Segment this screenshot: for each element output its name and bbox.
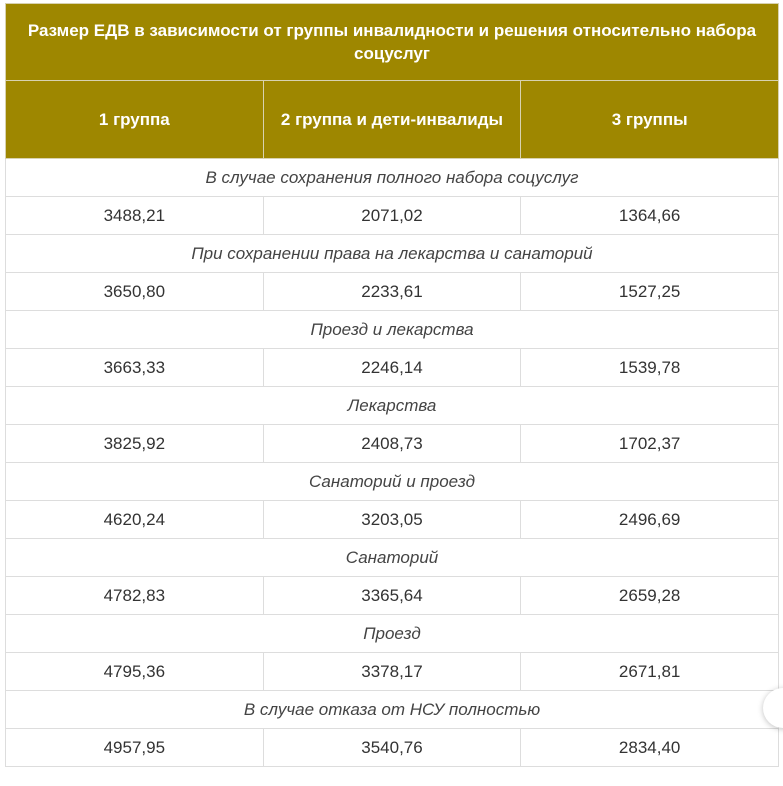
column-header-group-3: 3 группы: [521, 81, 779, 159]
section-row: [6, 539, 779, 577]
value-group-3: 2496,69: [521, 501, 779, 539]
table-row: [6, 197, 779, 235]
value-group-3: 1364,66: [521, 197, 779, 235]
value-group-3: 2659,28: [521, 577, 779, 615]
section-row: [6, 691, 779, 729]
value-group-2: 2233,61: [263, 273, 521, 311]
value-group-2: 2071,02: [263, 197, 521, 235]
table-row: [6, 577, 779, 615]
section-label: Санаторий и проезд: [6, 463, 779, 501]
value-group-2: 2408,73: [263, 425, 521, 463]
value-group-1: 3663,33: [6, 349, 264, 387]
value-group-1: 4782,83: [6, 577, 264, 615]
value-group-1: 3650,80: [6, 273, 264, 311]
section-row: [6, 235, 779, 273]
edv-table-container: [5, 3, 779, 767]
table-title: Размер ЕДВ в зависимости от группы инвалидности и решения относительно набора соцуслуг: [6, 4, 779, 81]
edv-table: [5, 3, 779, 767]
section-label: Лекарства: [6, 387, 779, 425]
value-group-3: 2671,81: [521, 653, 779, 691]
value-group-1: 4620,24: [6, 501, 264, 539]
value-group-2: 3378,17: [263, 653, 521, 691]
section-row: [6, 387, 779, 425]
section-label: Проезд: [6, 615, 779, 653]
value-group-1: 4957,95: [6, 729, 264, 767]
section-label: В случае сохранения полного набора соцуслуг: [6, 159, 779, 197]
value-group-2: 3540,76: [263, 729, 521, 767]
table-row: [6, 729, 779, 767]
section-label: Санаторий: [6, 539, 779, 577]
table-row: [6, 273, 779, 311]
table-row: [6, 501, 779, 539]
section-label: При сохранении права на лекарства и санаторий: [6, 235, 779, 273]
value-group-3: 1527,25: [521, 273, 779, 311]
section-label: Проезд и лекарства: [6, 311, 779, 349]
value-group-2: 3365,64: [263, 577, 521, 615]
section-row: [6, 159, 779, 197]
table-row: [6, 349, 779, 387]
column-header-group-2: 2 группа и дети-инвалиды: [263, 81, 521, 159]
column-header-group-1: 1 группа: [6, 81, 264, 159]
value-group-1: 3825,92: [6, 425, 264, 463]
value-group-2: 2246,14: [263, 349, 521, 387]
value-group-3: 1702,37: [521, 425, 779, 463]
section-row: [6, 615, 779, 653]
section-row: [6, 463, 779, 501]
section-row: [6, 311, 779, 349]
value-group-1: 3488,21: [6, 197, 264, 235]
table-row: [6, 653, 779, 691]
value-group-1: 4795,36: [6, 653, 264, 691]
section-label: В случае отказа от НСУ полностью: [6, 691, 779, 729]
value-group-3: 2834,40: [521, 729, 779, 767]
value-group-3: 1539,78: [521, 349, 779, 387]
table-row: [6, 425, 779, 463]
value-group-2: 3203,05: [263, 501, 521, 539]
